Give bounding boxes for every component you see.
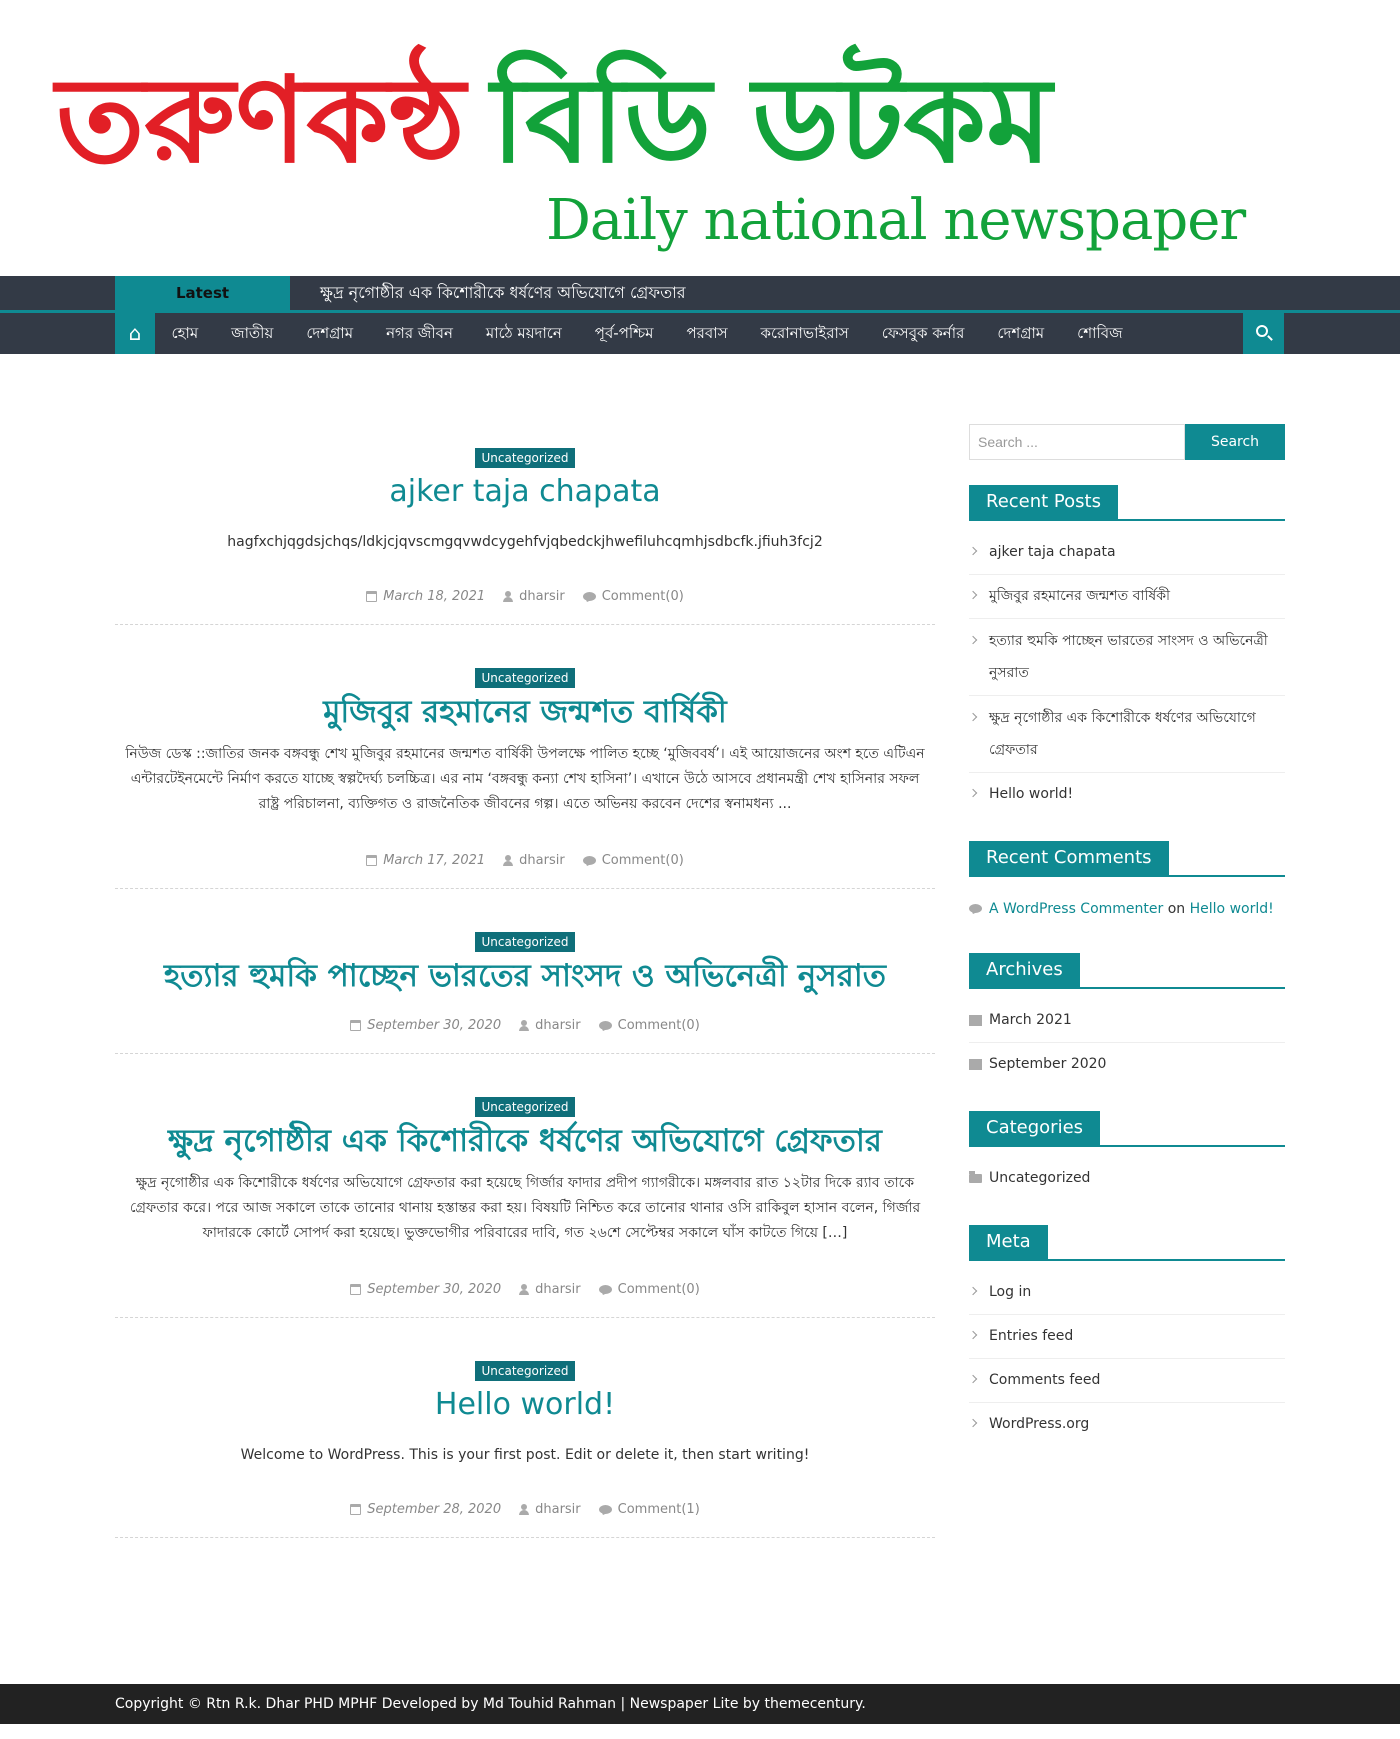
category-link[interactable]: Uncategorized (989, 1170, 1091, 1186)
post (115, 447, 935, 625)
recent-post-link[interactable]: Hello world! (989, 786, 1074, 802)
nav-items (155, 313, 1139, 354)
chevron-right-icon (969, 1331, 977, 1339)
meta-list (969, 1271, 1285, 1446)
categories-list (969, 1157, 1285, 1200)
widget-archives (969, 953, 1285, 1086)
comment-icon (969, 904, 982, 913)
calendar-icon (366, 591, 377, 602)
recent-post-link[interactable]: মুজিবুর রহমানের জন্মশত বার্ষিকী (989, 588, 1171, 604)
post-category[interactable]: Uncategorized (475, 448, 576, 468)
meta-link-login[interactable]: Log in (989, 1284, 1032, 1300)
recent-post-link[interactable]: হত্যার হুমকি পাচ্ছেন ভারতের সাংসদ ও অভিনেত্রী নুসরাত (989, 633, 1268, 681)
nav-item-east-west[interactable]: পূর্ব-পশ্চিম (594, 324, 654, 342)
post-divider (115, 888, 935, 889)
nav-item-abroad[interactable]: পরবাস (686, 324, 728, 342)
recent-post-item[interactable] (969, 619, 1285, 696)
widget-underline (969, 1259, 1285, 1261)
recent-post-item[interactable] (969, 531, 1285, 575)
chevron-right-icon (969, 547, 977, 555)
post-author[interactable]: dharsir (519, 589, 565, 604)
meta-item[interactable] (969, 1271, 1285, 1315)
post-title[interactable]: ক্ষুদ্র নৃগোষ্ঠীর এক কিশোরীকে ধর্ষণের অভিযোগে গ্রেফতার (168, 1123, 882, 1159)
user-icon (503, 591, 513, 602)
user-icon (519, 1284, 529, 1295)
post-category[interactable]: Uncategorized (475, 1097, 576, 1117)
post (115, 931, 935, 1054)
sidebar (969, 424, 1285, 1446)
calendar-icon (350, 1020, 361, 1031)
nav-item-showbiz[interactable]: শোবিজ (1077, 324, 1123, 342)
nav-item-facebook-corner[interactable]: ফেসবুক কর্নার (881, 324, 965, 342)
logo-bangla (56, 40, 1052, 200)
nav-item-country[interactable]: দেশগ্রাম (306, 324, 354, 342)
widget-title: Archives (969, 953, 1080, 987)
post-meta (115, 1282, 935, 1297)
logo-text-red: তরুণকন্ঠ (56, 51, 466, 189)
chevron-right-icon (969, 713, 977, 721)
post-excerpt: hagfxchjqgdsjchqs/ldkjcjqvscmgqvwdcygehfvjqbedckjhwefiluhcqmhjsdbcfk.jfiuh3fcj2 (227, 534, 823, 550)
nav-item-country-2[interactable]: দেশগ্রাম (997, 324, 1045, 342)
calendar-icon (350, 1504, 361, 1515)
widget-title: Recent Comments (969, 841, 1169, 875)
post-author[interactable]: dharsir (535, 1282, 581, 1297)
search-icon (1256, 325, 1268, 337)
comment-icon (583, 856, 596, 865)
recent-post-link[interactable]: ajker taja chapata (989, 544, 1116, 560)
recent-post-item[interactable] (969, 696, 1285, 773)
calendar-icon (350, 1284, 361, 1295)
chevron-right-icon (969, 1419, 977, 1427)
widget-underline (969, 987, 1285, 989)
post-divider (115, 1317, 935, 1318)
post-excerpt: ক্ষুদ্র নৃগোষ্ঠীর এক কিশোরীকে ধর্ষণের অভিযোগে গ্রেফতার করা হয়েছে গির্জার ফাদার প্রদীপ গ্যাগরীকে। মঙ্গলবার রাত ১২টার দিকে র‌্যাব তাকে গ্রেফতার করে। পরে আজ সকালে তাকে তানোর থানায় হস্তান্তর করা হয়। বিষয়টি নিশ্চিত করে তানোর থানার ওসি রাকিবুল হাসান বলেন, গির্জার ফাদারকে কোর্টে সোপর্দ করা হয়েছে। ভুক্তভোগীর পরিবারের দাবি, গত ২৬শে সেপ্টেম্বর সকালে ঘাঁস কাটতে গিয়ে […] (129, 1175, 921, 1241)
latest-ticker (0, 276, 1400, 313)
post-date[interactable]: March 17, 2021 (383, 853, 486, 868)
logo-text-green: বিডি ডটকম (491, 51, 1052, 189)
post-date[interactable]: September 30, 2020 (367, 1018, 502, 1033)
ticker-link[interactable]: ক্ষুদ্র নৃগোষ্ঠীর এক কিশোরীকে ধর্ষণের অভিযোগে গ্রেফতার (320, 283, 686, 302)
chevron-right-icon (969, 1287, 977, 1295)
meta-link-entries-feed[interactable]: Entries feed (989, 1328, 1074, 1344)
comment-icon (599, 1505, 612, 1514)
meta-link-wordpress[interactable]: WordPress.org (989, 1416, 1090, 1432)
archive-icon (969, 1059, 982, 1070)
search-button[interactable]: Search (1185, 424, 1285, 460)
logo-tagline: Daily national newspaper (546, 188, 1246, 253)
post-comments[interactable]: Comment(0) (617, 1282, 700, 1297)
post-divider (115, 624, 935, 625)
meta-link-comments-feed[interactable]: Comments feed (989, 1372, 1101, 1388)
nav-item-home[interactable]: হোম (171, 324, 199, 342)
footer-copyright: Copyright © Rtn R.k. Dhar PHD MPHF Developed by Md Touhid Rahman | Newspaper Lite by themecentury. (115, 1696, 866, 1712)
post-date[interactable]: September 28, 2020 (367, 1502, 502, 1517)
widget-recent-posts (969, 485, 1285, 816)
user-icon (519, 1020, 529, 1031)
user-icon (503, 855, 513, 866)
archive-link[interactable]: September 2020 (989, 1056, 1107, 1072)
post-excerpt: Welcome to WordPress. This is your first post. Edit or delete it, then start writing! (240, 1447, 810, 1463)
comment-icon (583, 592, 596, 601)
user-icon (519, 1504, 529, 1515)
chevron-right-icon (969, 591, 977, 599)
search-form (969, 424, 1285, 460)
widget-underline (969, 875, 1285, 877)
nav-item-city-life[interactable]: নগর জীবন (386, 324, 453, 342)
chevron-right-icon (969, 789, 977, 797)
ticker-label: Latest (115, 276, 290, 310)
post-title[interactable]: ajker taja chapata (389, 474, 661, 509)
archives-list (969, 999, 1285, 1086)
nav-item-national[interactable]: জাতীয় (231, 324, 274, 342)
post-divider (115, 1053, 935, 1054)
folder-icon (969, 1174, 982, 1183)
category-item[interactable] (969, 1157, 1285, 1200)
post (115, 667, 935, 889)
post-author[interactable]: dharsir (519, 853, 565, 868)
post-comments[interactable]: Comment(0) (601, 589, 684, 604)
recent-comment-item (969, 899, 1285, 919)
comment-icon (599, 1285, 612, 1294)
post-category[interactable]: Uncategorized (475, 1361, 576, 1381)
chevron-right-icon (969, 636, 977, 644)
widget-title: Recent Posts (969, 485, 1118, 519)
post-date[interactable]: March 18, 2021 (383, 589, 486, 604)
post-meta (115, 1018, 935, 1033)
site-logo[interactable] (56, 40, 1246, 270)
calendar-icon (366, 855, 377, 866)
post-title[interactable]: মুজিবুর রহমানের জন্মশত বার্ষিকী (323, 694, 727, 730)
meta-item[interactable] (969, 1315, 1285, 1359)
post-author[interactable]: dharsir (535, 1018, 581, 1033)
main-nav (0, 313, 1400, 354)
post-comments[interactable]: Comment(0) (617, 1018, 700, 1033)
recent-posts-list (969, 531, 1285, 816)
post (115, 1360, 935, 1538)
meta-item[interactable] (969, 1403, 1285, 1446)
widget-underline (969, 519, 1285, 521)
comment-on-text: on (1167, 901, 1186, 917)
site-footer (0, 1684, 1400, 1724)
widget-categories (969, 1111, 1285, 1200)
post-divider (115, 1537, 935, 1538)
archive-item[interactable] (969, 1043, 1285, 1086)
comment-post-link[interactable]: Hello world! (1189, 901, 1274, 917)
widget-title: Meta (969, 1225, 1048, 1259)
post-title[interactable]: হত্যার হুমকি পাচ্ছেন ভারতের সাংসদ ও অভিনেত্রী নুসরাত (163, 958, 887, 994)
post-list (115, 420, 935, 1538)
post-meta (115, 853, 935, 868)
post-category[interactable]: Uncategorized (475, 932, 576, 952)
comment-icon (599, 1021, 612, 1030)
post-comments[interactable]: Comment(0) (601, 853, 684, 868)
meta-item[interactable] (969, 1359, 1285, 1403)
post-meta (115, 1502, 935, 1517)
post-title[interactable]: Hello world! (434, 1387, 616, 1422)
recent-post-item[interactable] (969, 575, 1285, 619)
post-category[interactable]: Uncategorized (475, 668, 576, 688)
widget-recent-comments (969, 841, 1285, 919)
recent-post-link[interactable]: ক্ষুদ্র নৃগোষ্ঠীর এক কিশোরীকে ধর্ষণের অভিযোগে গ্রেফতার (989, 710, 1256, 758)
archive-link[interactable]: March 2021 (989, 1012, 1072, 1028)
search-input[interactable] (969, 424, 1185, 460)
widget-underline (969, 1145, 1285, 1147)
nav-item-sports[interactable]: মাঠে ময়দানে (485, 324, 562, 342)
nav-item-coronavirus[interactable]: করোনাভাইরাস (760, 324, 849, 342)
archive-item[interactable] (969, 999, 1285, 1043)
nav-search-button[interactable] (1243, 313, 1284, 354)
widget-meta (969, 1225, 1285, 1446)
comment-author-link[interactable]: A WordPress Commenter (989, 901, 1164, 917)
post-author[interactable]: dharsir (535, 1502, 581, 1517)
home-icon[interactable]: ⌂ (115, 313, 155, 354)
post-meta (115, 589, 935, 604)
post-comments[interactable]: Comment(1) (617, 1502, 700, 1517)
widget-title: Categories (969, 1111, 1100, 1145)
archive-icon (969, 1015, 982, 1026)
post-date[interactable]: September 30, 2020 (367, 1282, 502, 1297)
post (115, 1096, 935, 1318)
chevron-right-icon (969, 1375, 977, 1383)
recent-post-item[interactable] (969, 773, 1285, 816)
post-excerpt: নিউজ ডেস্ক ::জাতির জনক বঙ্গবন্ধু শেখ মুজিবুর রহমানের জন্মশত বার্ষিকী উপলক্ষে পালিত হচ্ছে ‘মুজিববর্ষ’। এই আয়োজনের অংশ হতে এটিএন এন্টারটেইনমেন্টে নির্মাণ করতে যাচ্ছে স্বল্পদৈর্ঘ্য চলচ্চিত্র। এর নাম ‘বঙ্গবন্ধু কন্যা শেখ হাসিনা’। এখানে উঠে আসবে প্রধানমন্ত্রী শেখ হাসিনার সফল রাষ্ট্র পরিচালনা, ব্যক্তিগত ও রাজনৈতিক জীবনের গল্প। এতে অভিনয় করবেন দেশের স্বনামধন্য ... (125, 746, 925, 812)
